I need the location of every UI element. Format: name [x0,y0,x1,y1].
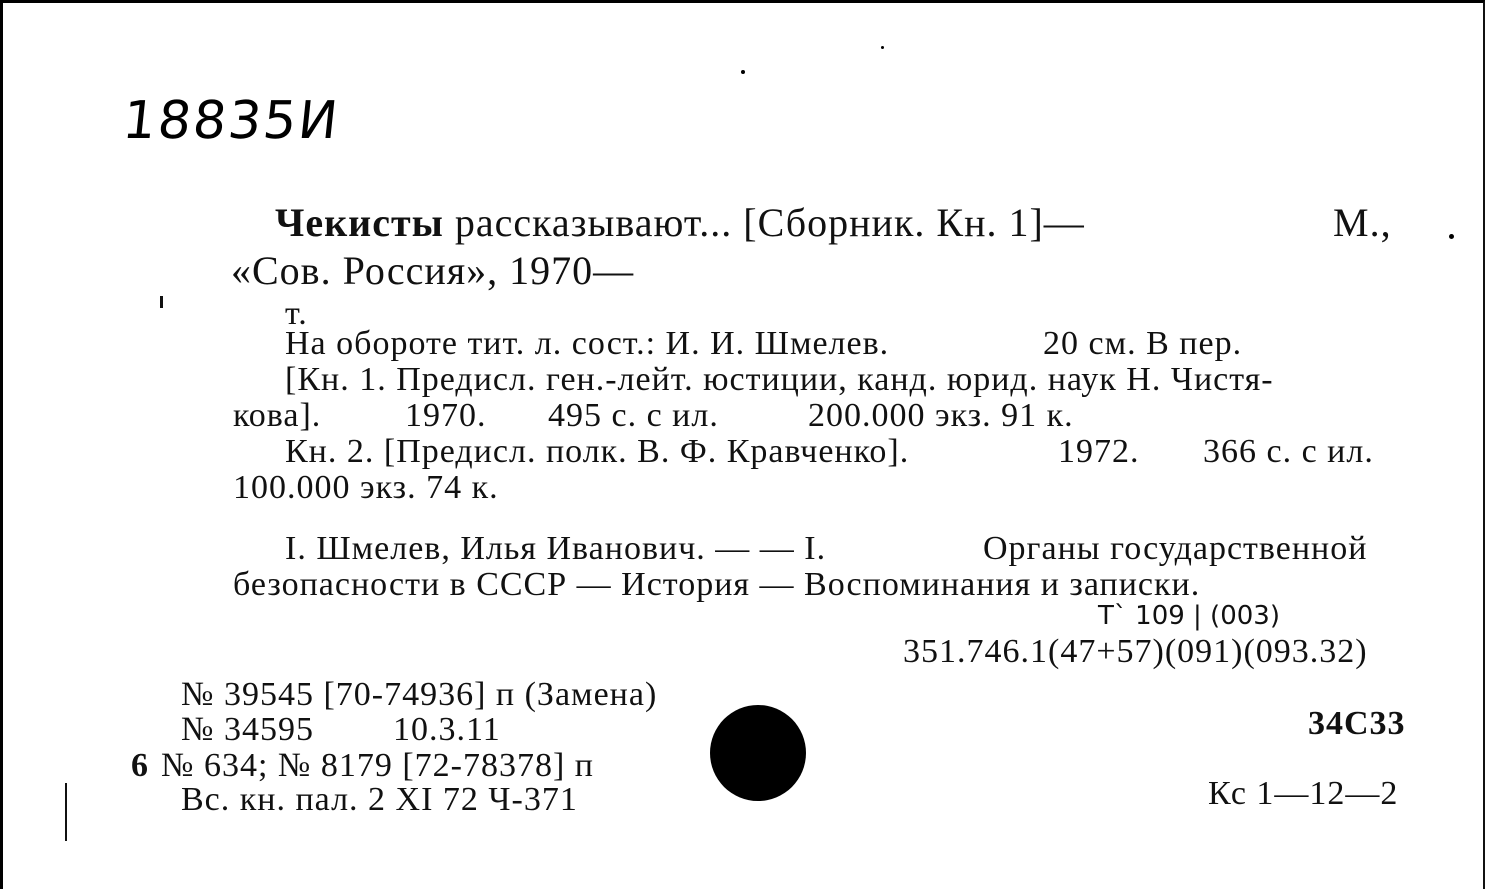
compiler-note: На обороте тит. л. сост.: И. И. Шмелев. [285,325,890,362]
book1-pages: 495 с. с ил. [548,397,719,434]
printing-line-3: № 634; № 8179 [72-78378] п [161,747,594,784]
punch-hole [710,705,806,801]
speck [1449,234,1454,239]
tracings-line-2: безопасности в СССР — История — Воспоминания и записки. [233,566,1201,603]
book1-run: 200.000 экз. 91 к. [808,397,1074,434]
title-line-1 [275,199,1085,246]
inventory-number: 18835И [119,91,343,151]
classification-index: 351.746.1(47+57)(091)(093.32) [903,633,1368,670]
printing-line-4: Вс. кн. пал. 2 XI 72 Ч-371 [181,781,578,818]
title-bold: Чекисты [275,200,444,245]
book1-line-1: [Кн. 1. Предисл. ген.-лейт. юстиции, канд. юрид. наук Н. Чистя- [285,361,1274,398]
title-line-2: «Сов. Россия», 1970— [231,248,635,293]
margin-line [65,783,67,841]
margin-tick [160,296,163,308]
handwritten-marks: T` 109 | (003) [1098,601,1280,631]
size-note: 20 см. В пер. [1043,325,1243,362]
tracings-line-1-right: Органы государственной [983,530,1368,567]
title-place: М., [1333,200,1392,245]
book1-line-2: кова]. [233,397,322,434]
book2-pages: 366 с. с ил. [1203,433,1374,470]
speck [881,46,884,49]
printing-line-2-left: № 34595 [181,711,314,748]
printing-line-1: № 39545 [70-74936] п (Замена) [181,676,658,713]
book2-line-2: 100.000 экз. 74 к. [233,469,499,506]
book1-year: 1970. [405,397,487,434]
volumes-mark: т. [285,295,308,332]
ks-code: Кс 1—12—2 [1208,775,1399,812]
author-sign: 34С33 [1308,705,1406,742]
printing-line-2-right: 10.3.11 [393,711,501,748]
book2-line-1: Кн. 2. [Предисл. полк. В. Ф. Кравченко]. [285,433,910,470]
speck [741,70,745,74]
tracings-line-1-left: I. Шмелев, Илья Иванович. — — I. [285,530,827,567]
printing-line-3-prefix: 6 [131,747,149,784]
book2-year: 1972. [1058,433,1140,470]
title-rest: рассказывают... [Сборник. Кн. 1]— [454,200,1085,245]
